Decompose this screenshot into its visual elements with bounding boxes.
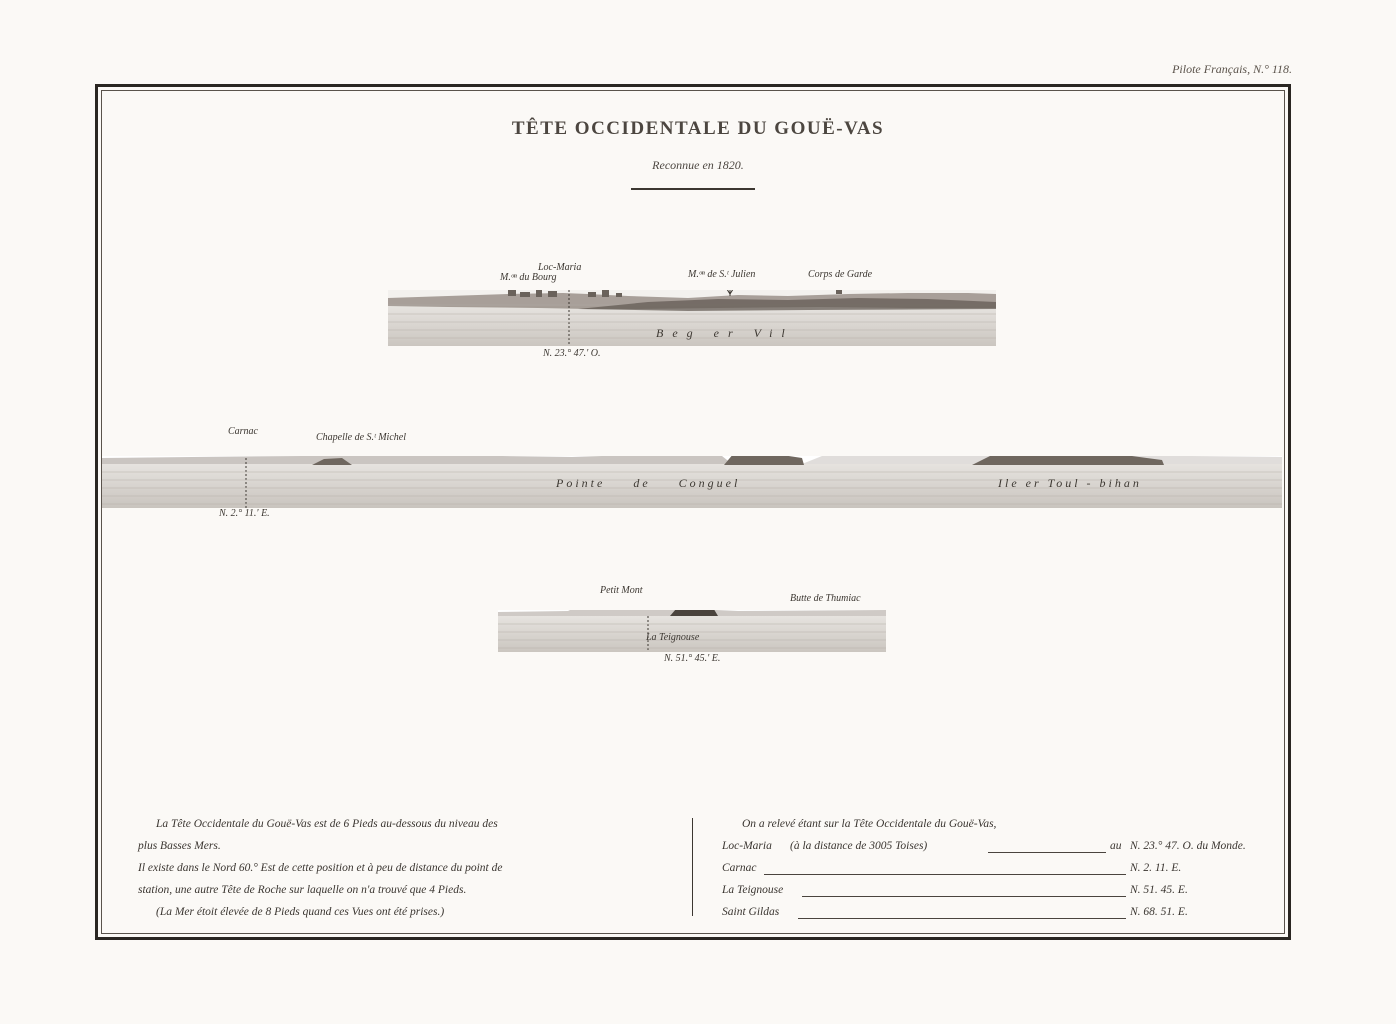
label-carnac: Carnac bbox=[228, 426, 258, 437]
bearing-leader-line bbox=[798, 918, 1126, 919]
label-butte-de-thumiac: Butte de Thumiac bbox=[790, 593, 861, 604]
label-petit-mont: Petit Mont bbox=[600, 585, 643, 596]
sea-label-la-teignouse: La Teignouse bbox=[646, 632, 700, 643]
view-la-teignouse bbox=[498, 610, 886, 652]
label-moulin-du-bourg: M.ᵒⁿ du Bourg bbox=[500, 272, 557, 283]
bearing-row-place: La Teignouse bbox=[722, 884, 784, 896]
plate-frame-inner bbox=[101, 90, 1285, 934]
bearing-row-value: N. 51. 45. E. bbox=[1130, 884, 1188, 896]
plate-number: Pilote Français, N.° 118. bbox=[1172, 62, 1292, 76]
bearing-row-prefix: au bbox=[1110, 840, 1122, 852]
title-rule bbox=[631, 188, 755, 190]
label-moulin-st-julien: M.ᵒⁿ de S.ᵗ Julien bbox=[688, 269, 756, 280]
note-line: plus Basses Mers. bbox=[138, 840, 221, 852]
bearing-carnac: N. 2.° 11.' E. bbox=[219, 508, 270, 519]
bearing-row-place: Saint Gildas bbox=[722, 906, 780, 918]
note-line: Il existe dans le Nord 60.° Est de cette position et à peu de distance du point de bbox=[138, 862, 503, 874]
bearing-row-note: (à la distance de 3005 Toises) bbox=[790, 840, 928, 852]
sea-label-ile-er-toul-bihan: Ile er Toul - bihan bbox=[998, 476, 1142, 490]
bearing-row-place: Carnac bbox=[722, 862, 757, 874]
bearing-leader-line bbox=[802, 896, 1126, 897]
note-line: station, une autre Tête de Roche sur laquelle on n'a trouvé que 4 Pieds. bbox=[138, 884, 467, 896]
plate-title: TÊTE OCCIDENTALE DU GOUË-VAS bbox=[511, 118, 885, 139]
label-chapelle-st-michel: Chapelle de S.ᵗ Michel bbox=[316, 432, 406, 443]
column-divider bbox=[692, 818, 693, 916]
sea-label-pointe-de-conguel: Pointe de Conguel bbox=[556, 476, 741, 490]
bearing-beg-er-vil: N. 23.° 47.' O. bbox=[543, 348, 601, 359]
bearing-row-value: N. 23.° 47. O. du Monde. bbox=[1130, 840, 1246, 852]
coastline-la-teignouse bbox=[498, 610, 886, 652]
bearing-la-teignouse: N. 51.° 45.' E. bbox=[664, 653, 721, 664]
label-corps-de-garde: Corps de Garde bbox=[808, 269, 873, 280]
note-line: La Tête Occidentale du Gouë-Vas est de 6 Pieds au-dessous du niveau des bbox=[156, 818, 498, 830]
plate-subtitle: Reconnue en 1820. bbox=[652, 158, 744, 172]
bearings-heading: On a relevé étant sur la Tête Occidentale du Gouë-Vas, bbox=[742, 818, 997, 830]
bearing-row-place: Loc-Maria bbox=[722, 840, 772, 852]
bearing-leader-line bbox=[988, 852, 1106, 853]
bearing-leader-line bbox=[764, 874, 1126, 875]
note-line: (La Mer étoit élevée de 8 Pieds quand ces Vues ont été prises.) bbox=[156, 906, 445, 918]
bearing-row-value: N. 2. 11. E. bbox=[1130, 862, 1182, 874]
sea-label-beg-er-vil: Beg er Vil bbox=[656, 326, 794, 340]
label-loc-maria: Loc-Maria bbox=[538, 262, 582, 273]
bearing-row-value: N. 68. 51. E. bbox=[1130, 906, 1188, 918]
